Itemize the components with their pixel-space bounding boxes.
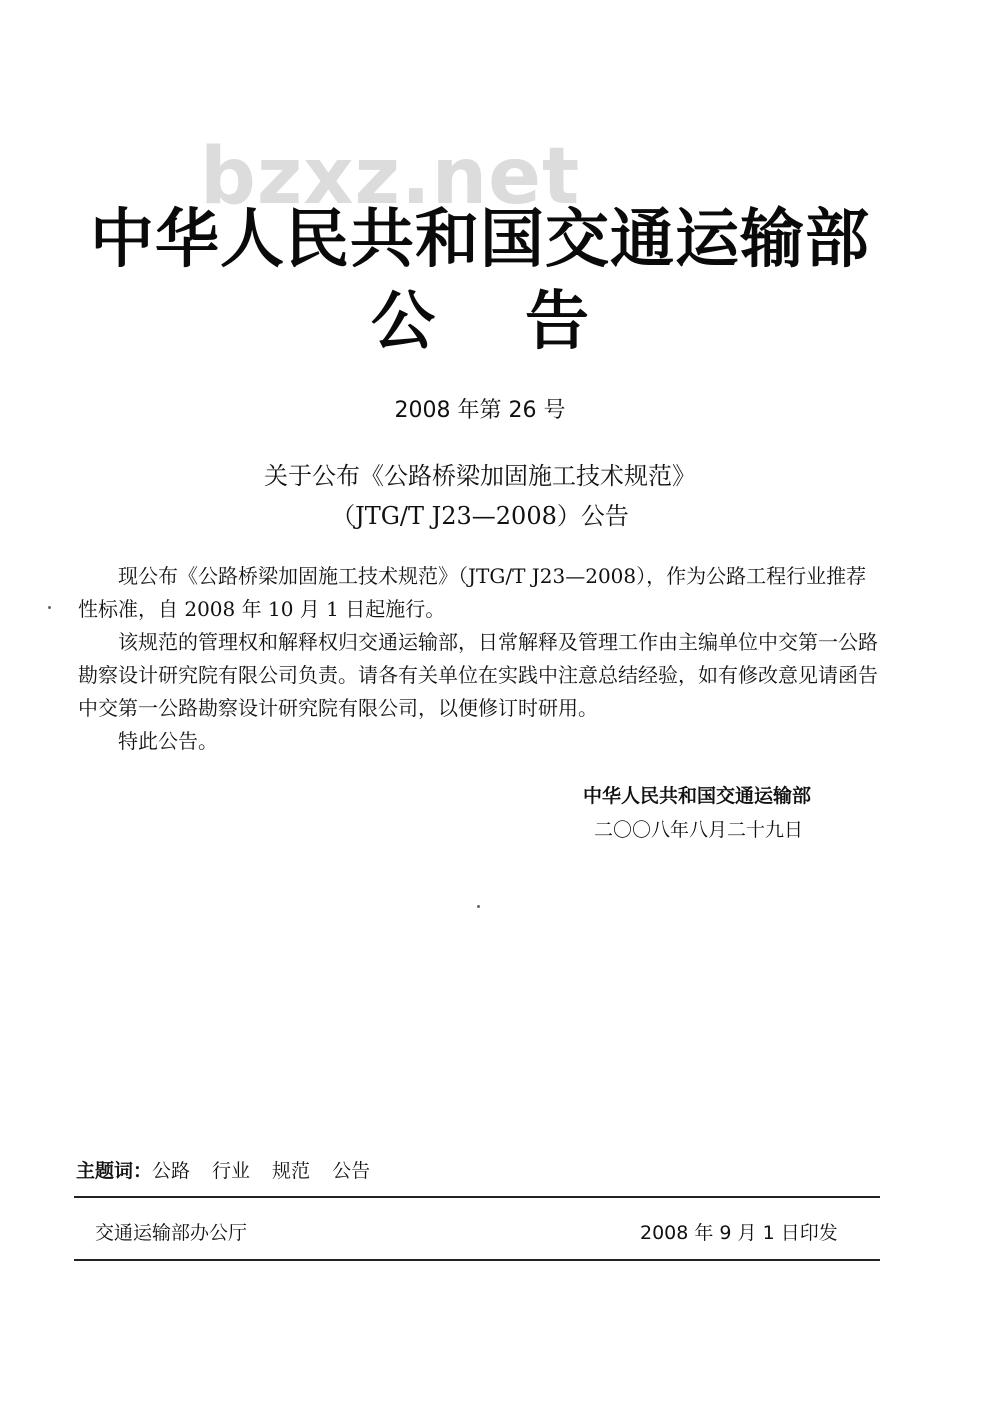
scan-speck <box>48 606 51 609</box>
keyword: 公告 <box>332 1160 371 1182</box>
body-paragraph: 现公布《公路桥梁加固施工技术规范》（JTG/T J23—2008），作为公路工程行业推荐性标准，自 2008 年 10 月 1 日起施行。 <box>78 564 867 621</box>
subject-line-1: 关于公布《公路桥梁加固施工技术规范》 <box>264 462 696 490</box>
keywords-label: 主题词： <box>76 1160 153 1182</box>
doc-type-char-1: 公 <box>371 285 435 359</box>
subject-line-2: （JTG/T J23—2008）公告 <box>331 502 629 530</box>
issuing-organization-title: 中华人民共和国交通运输部 <box>90 203 870 277</box>
announcement-subject <box>0 456 960 536</box>
watermark: bzxz.net <box>200 132 581 222</box>
keyword: 行业 <box>212 1160 251 1182</box>
announcement-body <box>78 560 884 758</box>
keyword: 规范 <box>272 1160 311 1182</box>
signature-date: 二〇〇八年八月二十九日 <box>594 819 804 841</box>
keywords-line <box>76 1156 392 1183</box>
body-paragraph: 特此公告。 <box>118 729 218 753</box>
issue-date: 2008 年 9 月 1 日印发 <box>640 1222 838 1244</box>
document-type-heading <box>0 270 960 362</box>
document-number: 2008 年第 26 号 <box>394 398 566 423</box>
signature-organization: 中华人民共和国交通运输部 <box>583 785 812 807</box>
scan-speck <box>477 905 480 908</box>
body-paragraph: 该规范的管理权和解释权归交通运输部，日常解释及管理工作由主编单位中交第一公路勘察设计研究院有限公司负责。请各有关单位在实践中注意总结经验，如有修改意见请函告中交第一公路勘察设计研究院有限公司，以便修订时研用。 <box>78 630 878 720</box>
issuing-office: 交通运输部办公厅 <box>95 1222 248 1244</box>
footer-bottom-rule <box>74 1259 880 1261</box>
keyword: 公路 <box>152 1160 191 1182</box>
doc-type-char-2: 告 <box>525 285 589 359</box>
footer-top-rule <box>74 1196 880 1198</box>
